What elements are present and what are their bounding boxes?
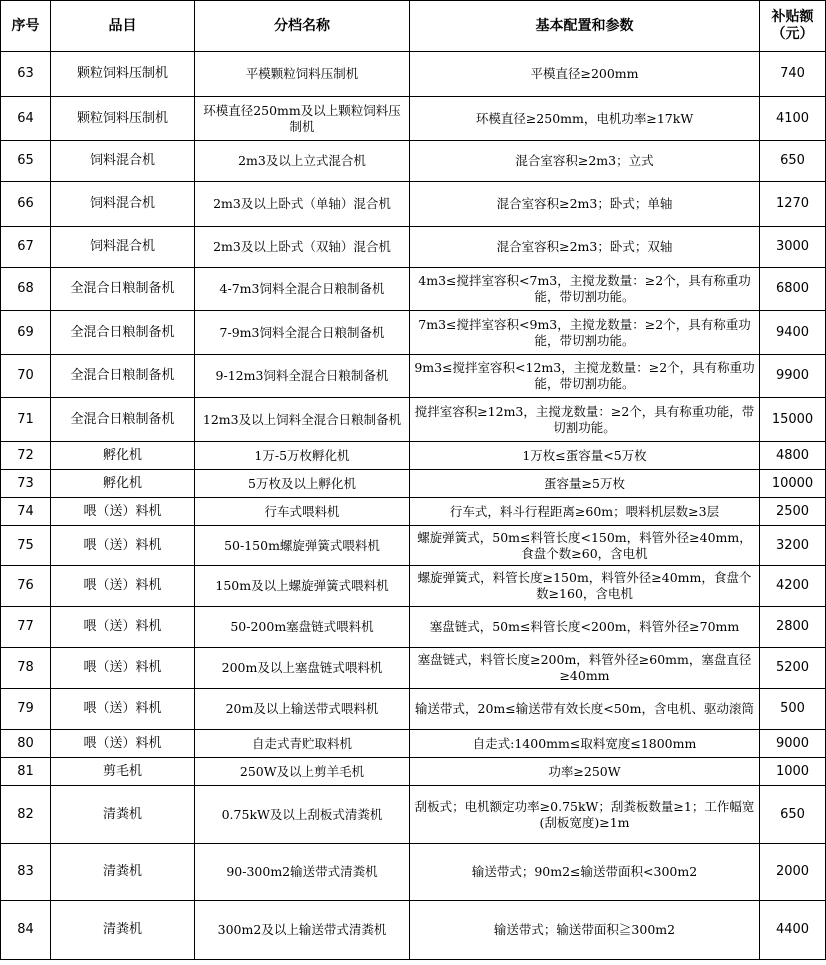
row-amount: 4100 [760,97,826,141]
header-amount: 补贴额（元） [760,1,826,52]
row-category: 饲料混合机 [51,182,195,227]
row-amount: 1270 [760,182,826,227]
row-tier: 平模颗粒饲料压制机 [195,52,410,97]
row-spec: 搅拌室容积≥12m3，主搅龙数量：≥2个，具有称重功能，带切割功能。 [410,398,760,442]
table-row [1,398,826,442]
row-spec: 蛋容量≥5万枚 [410,470,760,498]
row-category: 清粪机 [51,786,195,844]
row-category: 喂（送）料机 [51,498,195,526]
row-amount: 650 [760,786,826,844]
row-amount: 9000 [760,730,826,758]
row-category: 喂（送）料机 [51,648,195,689]
row-tier: 行车式喂料机 [195,498,410,526]
header-category: 品目 [51,1,195,52]
row-tier: 环模直径250mm及以上颗粒饲料压制机 [195,97,410,141]
table-row [1,268,826,311]
row-number: 73 [1,470,51,498]
row-amount: 4800 [760,442,826,470]
row-spec: 4m3≤搅拌室容积<7m3，主搅龙数量：≥2个，具有称重功能，带切割功能。 [410,268,760,311]
table-row [1,566,826,607]
row-tier: 2m3及以上卧式（双轴）混合机 [195,227,410,268]
row-tier: 20m及以上输送带式喂料机 [195,689,410,730]
row-category: 全混合日粮制备机 [51,268,195,311]
row-amount: 1000 [760,758,826,786]
header-row [1,1,826,52]
row-number: 65 [1,141,51,182]
row-tier: 50-150m螺旋弹簧式喂料机 [195,526,410,566]
table-row [1,355,826,398]
row-tier: 4-7m3饲料全混合日粮制备机 [195,268,410,311]
table-row [1,786,826,844]
row-amount: 3200 [760,526,826,566]
row-spec: 自走式:1400mm≤取料宽度≤1800mm [410,730,760,758]
table-row [1,730,826,758]
row-category: 喂（送）料机 [51,566,195,607]
row-amount: 9900 [760,355,826,398]
row-amount: 10000 [760,470,826,498]
row-amount: 6800 [760,268,826,311]
row-tier: 150m及以上螺旋弹簧式喂料机 [195,566,410,607]
row-category: 喂（送）料机 [51,730,195,758]
row-number: 64 [1,97,51,141]
row-spec: 混合室容积≥2m3；卧式；单轴 [410,182,760,227]
row-number: 70 [1,355,51,398]
row-spec: 螺旋弹簧式，50m≤料管长度<150m，料管外径≥40mm，食盘个数≥60，含电机 [410,526,760,566]
row-tier: 2m3及以上立式混合机 [195,141,410,182]
header-no: 序号 [1,1,51,52]
row-amount: 4200 [760,566,826,607]
table-row [1,141,826,182]
row-number: 83 [1,844,51,901]
table-row [1,470,826,498]
row-tier: 200m及以上塞盘链式喂料机 [195,648,410,689]
row-category: 清粪机 [51,901,195,960]
row-spec: 刮板式；电机额定功率≥0.75kW；刮粪板数量≥1；工作幅宽(刮板宽度)≥1m [410,786,760,844]
row-number: 66 [1,182,51,227]
table-row [1,526,826,566]
row-spec: 塞盘链式，50m≤料管长度<200m，料管外径≥70mm [410,607,760,648]
table-row [1,97,826,141]
header-spec: 基本配置和参数 [410,1,760,52]
row-number: 71 [1,398,51,442]
row-category: 全混合日粮制备机 [51,398,195,442]
row-number: 75 [1,526,51,566]
row-number: 68 [1,268,51,311]
row-spec: 输送带式；90m2≤输送带面积<300m2 [410,844,760,901]
row-category: 孵化机 [51,470,195,498]
table-row [1,227,826,268]
row-number: 74 [1,498,51,526]
table-row [1,901,826,960]
row-spec: 平模直径≥200mm [410,52,760,97]
table-row [1,498,826,526]
row-number: 79 [1,689,51,730]
row-amount: 4400 [760,901,826,960]
row-number: 76 [1,566,51,607]
row-spec: 行车式，料斗行程距离≥60m；喂料机层数≥3层 [410,498,760,526]
row-category: 喂（送）料机 [51,607,195,648]
row-category: 孵化机 [51,442,195,470]
row-tier: 0.75kW及以上刮板式清粪机 [195,786,410,844]
row-amount: 2500 [760,498,826,526]
row-amount: 9400 [760,311,826,355]
row-tier: 300m2及以上输送带式清粪机 [195,901,410,960]
row-tier: 7-9m3饲料全混合日粮制备机 [195,311,410,355]
row-tier: 2m3及以上卧式（单轴）混合机 [195,182,410,227]
row-spec: 7m3≤搅拌室容积<9m3，主搅龙数量：≥2个，具有称重功能，带切割功能。 [410,311,760,355]
row-tier: 5万枚及以上孵化机 [195,470,410,498]
row-category: 饲料混合机 [51,227,195,268]
table-row [1,607,826,648]
row-tier: 12m3及以上饲料全混合日粮制备机 [195,398,410,442]
row-number: 80 [1,730,51,758]
row-number: 84 [1,901,51,960]
row-spec: 混合室容积≥2m3；卧式；双轴 [410,227,760,268]
header-tier: 分档名称 [195,1,410,52]
row-tier: 90-300m2输送带式清粪机 [195,844,410,901]
table-row [1,844,826,901]
row-category: 剪毛机 [51,758,195,786]
table-row [1,442,826,470]
row-amount: 2000 [760,844,826,901]
row-category: 全混合日粮制备机 [51,311,195,355]
row-category: 喂（送）料机 [51,526,195,566]
table-row [1,758,826,786]
row-category: 颗粒饲料压制机 [51,97,195,141]
table-row [1,689,826,730]
row-tier: 50-200m塞盘链式喂料机 [195,607,410,648]
row-spec: 输送带式；输送带面积≧300m2 [410,901,760,960]
row-amount: 15000 [760,398,826,442]
row-amount: 650 [760,141,826,182]
row-number: 77 [1,607,51,648]
row-tier: 自走式青贮取料机 [195,730,410,758]
row-category: 喂（送）料机 [51,689,195,730]
row-category: 全混合日粮制备机 [51,355,195,398]
row-amount: 5200 [760,648,826,689]
row-spec: 输送带式，20m≤输送带有效长度<50m，含电机、驱动滚筒 [410,689,760,730]
row-spec: 1万枚≤蛋容量<5万枚 [410,442,760,470]
row-spec: 9m3≤搅拌室容积<12m3，主搅龙数量：≥2个，具有称重功能，带切割功能。 [410,355,760,398]
row-spec: 环模直径≥250mm，电机功率≥17kW [410,97,760,141]
row-tier: 9-12m3饲料全混合日粮制备机 [195,355,410,398]
row-amount: 740 [760,52,826,97]
table-row [1,182,826,227]
row-tier: 1万-5万枚孵化机 [195,442,410,470]
row-number: 72 [1,442,51,470]
table-row [1,648,826,689]
row-number: 69 [1,311,51,355]
row-category: 饲料混合机 [51,141,195,182]
row-category: 颗粒饲料压制机 [51,52,195,97]
row-category: 清粪机 [51,844,195,901]
row-tier: 250W及以上剪羊毛机 [195,758,410,786]
row-number: 63 [1,52,51,97]
table-row [1,311,826,355]
row-amount: 2800 [760,607,826,648]
row-number: 67 [1,227,51,268]
row-number: 81 [1,758,51,786]
row-spec: 螺旋弹簧式，料管长度≥150m，料管外径≥40mm，食盘个数≥160，含电机 [410,566,760,607]
row-number: 78 [1,648,51,689]
row-amount: 500 [760,689,826,730]
table-row [1,52,826,97]
row-number: 82 [1,786,51,844]
row-spec: 塞盘链式，料管长度≥200m，料管外径≥60mm，塞盘直径≥40mm [410,648,760,689]
row-spec: 混合室容积≥2m3；立式 [410,141,760,182]
row-spec: 功率≥250W [410,758,760,786]
row-amount: 3000 [760,227,826,268]
